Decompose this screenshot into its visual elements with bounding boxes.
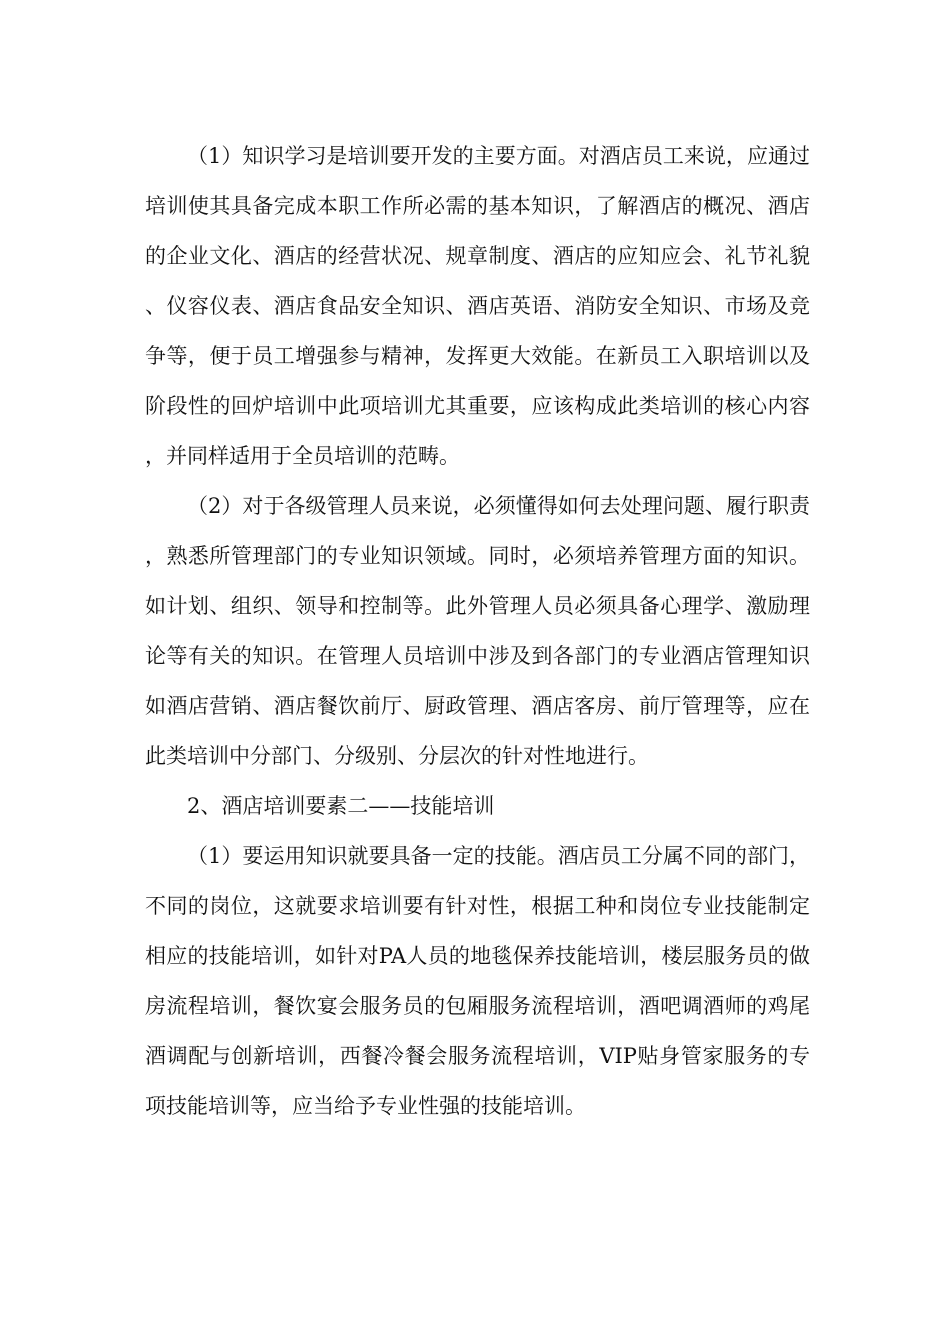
paragraph-management-knowledge: （2）对于各级管理人员来说，必须懂得如何去处理问题、履行职责，熟悉所管理部门的专业知识领域。同时，必须培养管理方面的知识。如计划、组织、领导和控制等。此外管理人员必须具备心理学、激励理论等有关的知识。在管理人员培训中涉及到各部门的专业酒店管理知识如酒店营销、酒店餐饮前厅、厨政管理、酒店客房、前厅管理等，应在此类培训中分部门、分级别、分层次的针对性地进行。 [145,494,810,768]
paragraph-knowledge-learning: （1）知识学习是培训要开发的主要方面。对酒店员工来说，应通过培训使其具备完成本职工作所必需的基本知识，了解酒店的概况、酒店的企业文化、酒店的经营状况、规章制度、酒店的应知应会、礼节礼貌、仪容仪表、酒店食品安全知识、酒店英语、消防安全知识、市场及竞争等，便于员工增强参与精神，发挥更大效能。在新员工入职培训以及阶段性的回炉培训中此项培训尤其重要，应该构成此类培训的核心内容，并同样适用于全员培训的范畴。 [145,144,810,468]
section-heading-skills-training: 2、酒店培训要素二——技能培训 [187,794,495,818]
paragraph-skills-training: （1）要运用知识就要具备一定的技能。酒店员工分属不同的部门，不同的岗位，这就要求培训要有针对性，根据工种和岗位专业技能制定相应的技能培训，如针对PA人员的地毯保养技能培训，楼层服务员的做房流程培训，餐饮宴会服务员的包厢服务流程培训，酒吧调酒师的鸡尾酒调配与创新培训，西餐冷餐会服务流程培训，VIP贴身管家服务的专项技能培训等，应当给予专业性强的技能培训。 [145,844,810,1118]
document-page [145,131,810,1131]
